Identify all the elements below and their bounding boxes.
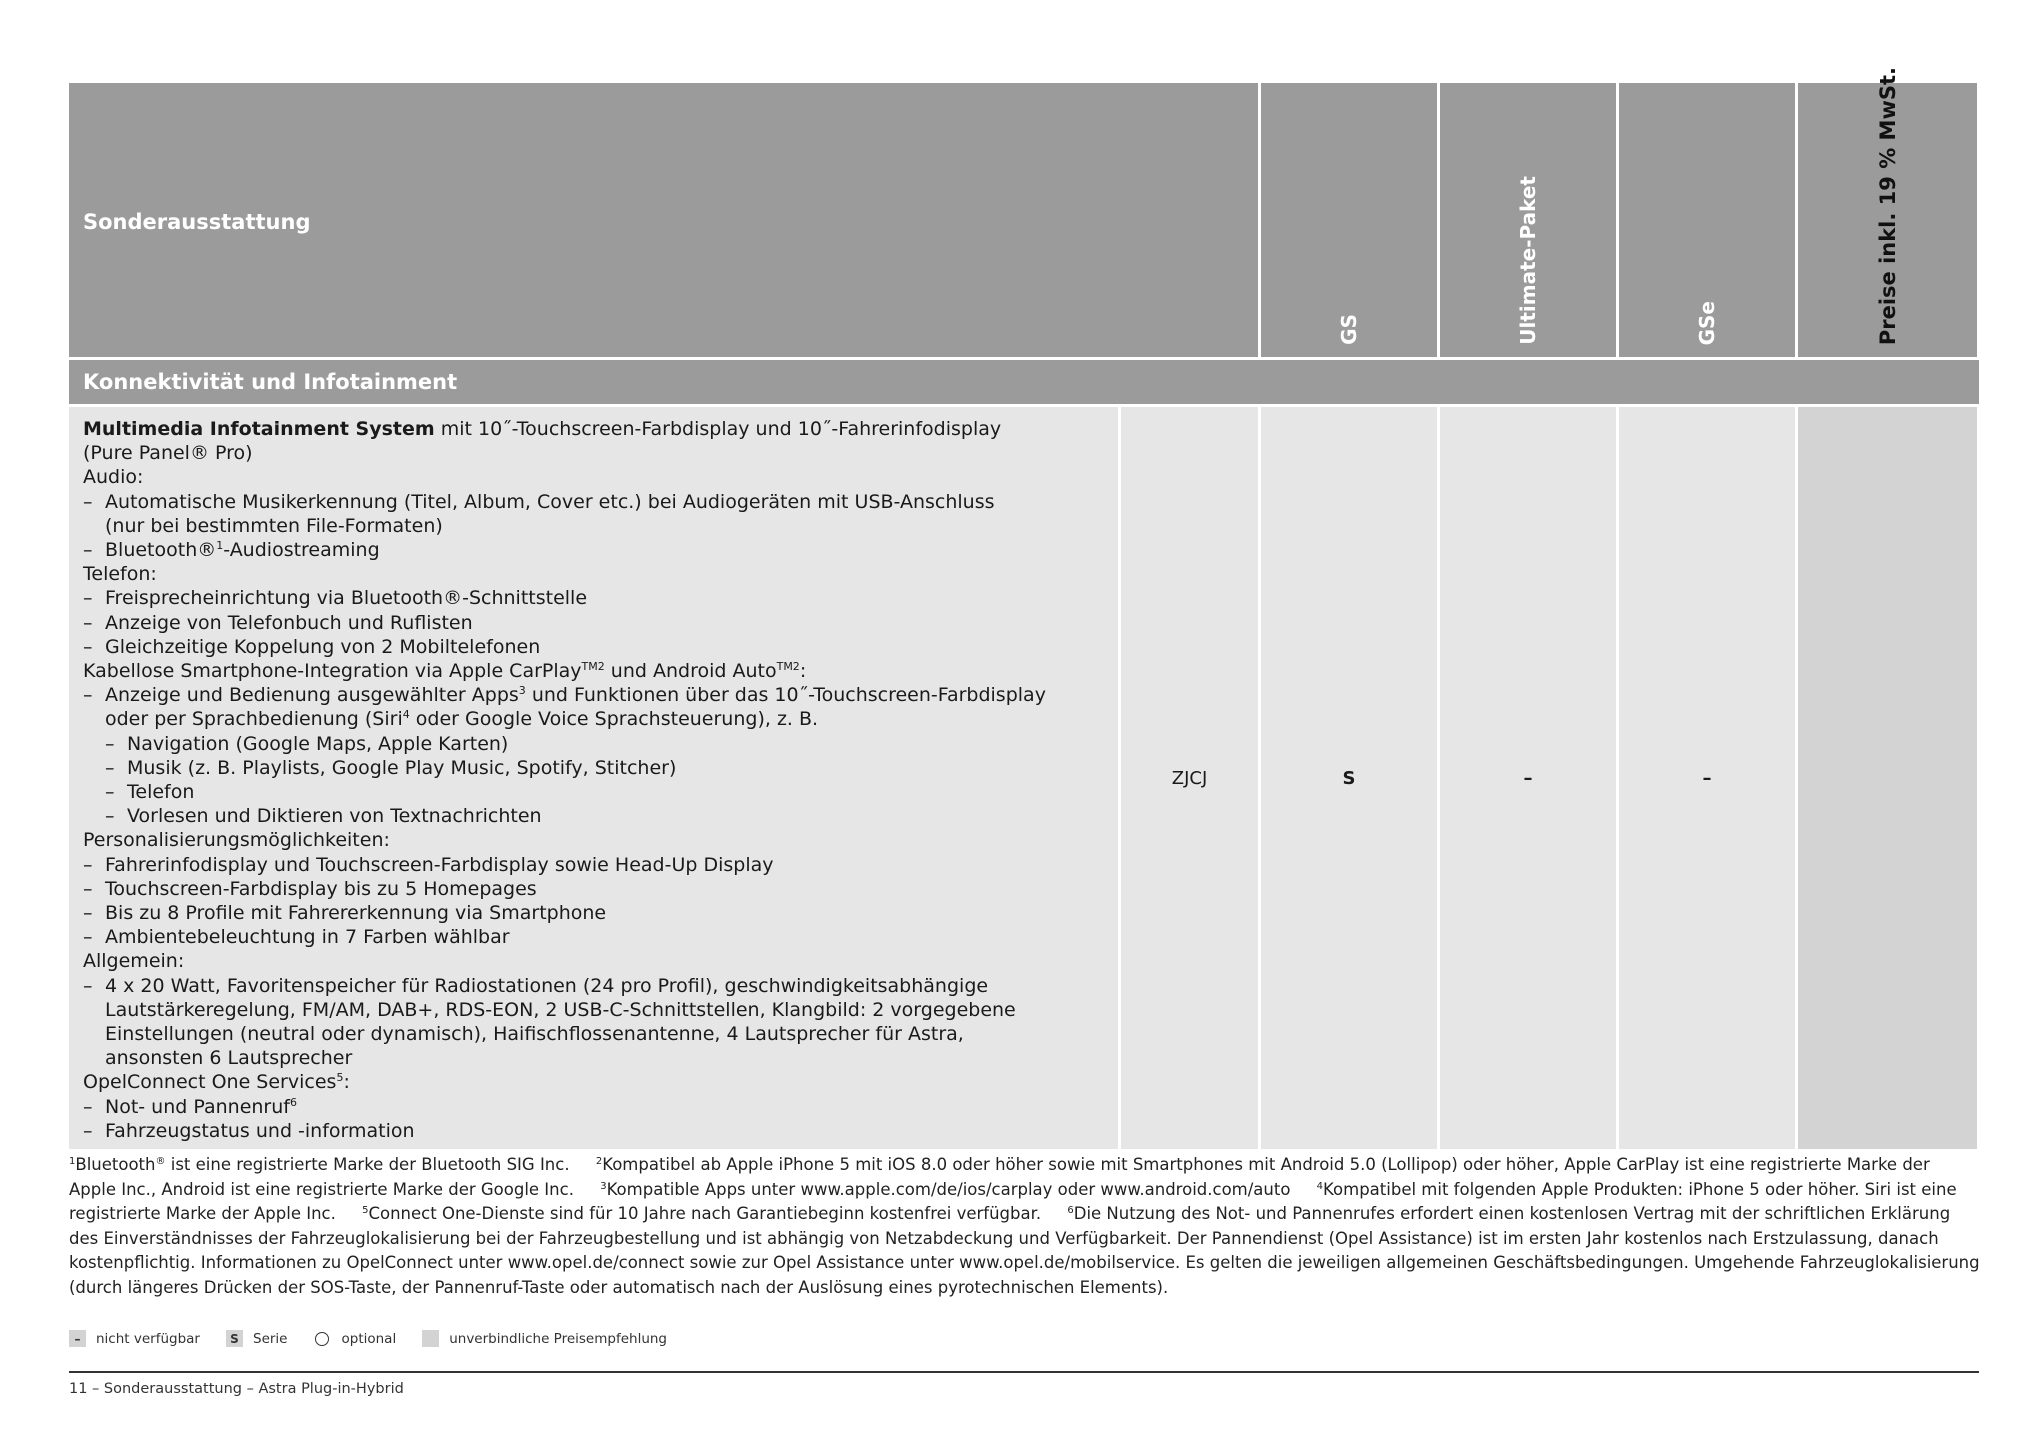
footnote-ref: TM2: [776, 660, 800, 674]
telefon-item-3: – Gleichzeitige Koppelung von 2 Mobiltelefonen: [83, 635, 1104, 659]
legend-not-available-label: nicht verfügbar: [96, 1330, 200, 1347]
header-col-price: [1798, 66, 1977, 357]
smartphone-heading-text: Kabellose Smartphone-Integration via Apple CarPlay: [83, 660, 582, 683]
footnote-ref: 4: [402, 708, 410, 722]
equipment-table: [69, 66, 1979, 1149]
legend-serie: [226, 1330, 287, 1347]
allgemein-item-1-cont-2: Einstellungen (neutral oder dynamisch), Haifischflossenantenne, 4 Lautsprecher für Astra,: [105, 1023, 964, 1046]
audio-item-2-text-end: -Audiostreaming: [223, 539, 380, 562]
registered-mark: ®: [155, 1156, 166, 1167]
price-swatch-icon: [422, 1330, 439, 1347]
telefon-item-2: – Anzeige von Telefonbuch und Ruflisten: [83, 611, 1104, 635]
smartphone-item-1-cont-end: oder Google Voice Sprachsteuerung), z. B.: [409, 708, 819, 731]
smartphone-sub-2: – Musik (z. B. Playlists, Google Play Music, Spotify, Stitcher): [83, 756, 1104, 780]
footer-divider: [69, 1371, 1979, 1373]
allgemein-item-1-cont-3: ansonsten 6 Lautsprecher: [105, 1047, 353, 1070]
smartphone-item-1-end: und Funktionen über das 10˝-Touchscreen-Farbdisplay: [525, 684, 1046, 707]
legend-optional: [313, 1331, 396, 1347]
footnote-ref: 3: [518, 684, 526, 698]
smartphone-item-1-cont-text: oder per Sprachbedienung (Siri: [105, 708, 403, 731]
item-title-line-2: (Pure Panel® Pro): [83, 442, 253, 465]
footnote-number: 1: [69, 1156, 76, 1167]
footnote-number: 4: [1316, 1180, 1324, 1192]
personalisierung-heading: Personalisierungsmöglichkeiten:: [83, 829, 390, 852]
smartphone-heading-end: :: [799, 660, 807, 683]
opelconnect-item-1: [83, 1095, 1104, 1119]
item-name: Multimedia Infotainment System: [83, 418, 435, 440]
legend-optional-label: optional: [341, 1330, 397, 1347]
footnote-1-rest: ist eine registrierte Marke der Bluetooth SIG Inc.: [165, 1155, 570, 1174]
footnote-ref: 5: [336, 1071, 344, 1085]
table-header: [69, 66, 1979, 357]
audio-item-1-cont: (nur bei bestimmten File-Formaten): [105, 514, 443, 537]
value-ultimate: –: [1440, 407, 1619, 1149]
footnote-4: Kompatibel mit folgenden Apple Produkten: iPhone 5 oder höher. Siri ist eine registrierte Marke der Apple Inc.: [69, 1179, 1957, 1223]
smartphone-item-1-cont: [83, 707, 1104, 731]
footnote-2: Kompatibel ab Apple iPhone 5 mit iOS 8.0 oder höher sowie mit Smartphones mit Android 5.0 (Lollipop) oder höher, Apple CarPlay ist eine registrierte Marke der Apple Inc., Android ist eine registrierte Marke der Google Inc.: [69, 1155, 1930, 1199]
smartphone-item-1-text: Anzeige und Bedienung ausgewählter Apps: [105, 684, 519, 707]
smartphone-sub-4: – Vorlesen und Diktieren von Textnachrichten: [83, 804, 1104, 828]
circle-icon: [315, 1332, 329, 1346]
opelconnect-heading: [83, 1070, 1104, 1094]
opelconnect-heading-end: :: [343, 1071, 350, 1094]
telefon-heading: Telefon:: [83, 563, 157, 586]
section-header: [69, 360, 1979, 404]
item-description: [69, 407, 1121, 1149]
section-title: Konnektivität und Infotainment: [83, 370, 458, 394]
serie-symbol: S: [226, 1330, 243, 1347]
header-col-ultimate: [1440, 83, 1619, 357]
opelconnect-item-2: – Fahrzeugstatus und -information: [83, 1119, 1104, 1143]
footnote-1: Bluetooth: [75, 1155, 156, 1174]
footnote-number: 3: [600, 1180, 607, 1192]
smartphone-heading-mid: und Android Auto: [604, 660, 777, 683]
footnote-6: Die Nutzung des Not- und Pannenrufes erfordert einen kostenlosen Vertrag mit der schriftlichen Erklärung des Einverständnisses der Fahrzeuglokalisierung bei der Fahrzeugbestellung und ist abhängig von Netzabdeckung und Verfügbarkeit. Der Pannendienst (Opel Assistance) ist im ersten Jahr kostenlos nach Erstzulassung, danach kostenpflichtig. Informationen zu OpelConnect unter www.opel.de/connect sowie zur Opel Assistance unter www.opel.de/mobilservice. Es gelten die jeweiligen allgemeinen Geschäftsbedingungen. Umgehende Fahrzeuglokalisierung (durch längeres Drücken der SOS-Taste, der Pannenruf-Taste oder automatisch nach der Auslösung eines pyrotechnischen Elements).: [69, 1204, 1980, 1297]
audio-item-2: [83, 538, 1104, 562]
personalisierung-item-4: – Ambientebeleuchtung in 7 Farben wählbar: [83, 925, 1104, 949]
col-gs-label: GS: [1337, 314, 1361, 345]
personalisierung-item-2: – Touchscreen-Farbdisplay bis zu 5 Homepages: [83, 877, 1104, 901]
allgemein-item-1: – 4 x 20 Watt, Favoritenspeicher für Radiostationen (24 pro Profil), geschwindigkeitsabhängige: [83, 974, 1104, 998]
footnotes: [69, 1153, 1981, 1300]
table-row: [69, 407, 1979, 1149]
legend-price-label: unverbindliche Preisempfehlung: [449, 1330, 668, 1347]
smartphone-heading: [83, 659, 1104, 683]
header-title-cell: [69, 83, 1261, 357]
footnote-ref: 6: [289, 1095, 297, 1109]
footnote-number: 6: [1067, 1205, 1074, 1216]
header-col-gs: [1261, 83, 1440, 357]
smartphone-sub-1: – Navigation (Google Maps, Apple Karten): [83, 732, 1104, 756]
value-price: [1798, 407, 1977, 1149]
item-name-rest: mit 10˝-Touchscreen-Farbdisplay und 10˝-Fahrerinfodisplay: [434, 418, 1002, 440]
personalisierung-item-1: – Fahrerinfodisplay und Touchscreen-Farbdisplay sowie Head-Up Display: [83, 853, 1104, 877]
telefon-item-1: – Freisprecheinrichtung via Bluetooth®-Schnittstelle: [83, 586, 1104, 610]
audio-heading: Audio:: [83, 466, 144, 489]
smartphone-sub-3: – Telefon: [83, 780, 1104, 804]
footnote-number: 5: [362, 1205, 369, 1216]
allgemein-heading: Allgemein:: [83, 950, 185, 973]
table-title: Sonderausstattung: [83, 210, 311, 234]
col-price-label: Preise inkl. 19 % MwSt.: [1875, 66, 1900, 345]
header-col-gse: [1619, 83, 1798, 357]
footnote-5: Connect One-Dienste sind für 10 Jahre nach Garantiebeginn kostenfrei verfügbar.: [368, 1204, 1042, 1223]
item-title-line: [83, 417, 1104, 441]
col-ultimate-label: Ultimate-Paket: [1516, 176, 1540, 345]
page-footer: 11 – Sonderausstattung – Astra Plug-in-Hybrid: [69, 1381, 404, 1397]
option-code: ZJCJ: [1121, 407, 1261, 1149]
footnote-ref: TM2: [581, 660, 605, 674]
footnote-3: Kompatible Apps unter www.apple.com/de/ios/carplay oder www.android.com/auto: [606, 1179, 1291, 1199]
legend-serie-label: Serie: [253, 1330, 288, 1347]
dash-symbol: –: [69, 1330, 86, 1347]
value-gse: –: [1619, 407, 1798, 1149]
col-gse-label: GSe: [1695, 300, 1719, 345]
opelconnect-item-1-text: Not- und Pannenruf: [105, 1095, 290, 1118]
legend-not-available: [69, 1330, 200, 1347]
opelconnect-heading-text: OpelConnect One Services: [83, 1071, 337, 1094]
value-gs: S: [1261, 407, 1440, 1149]
smartphone-item-1: [83, 683, 1104, 707]
footnote-ref: 1: [216, 539, 224, 553]
allgemein-item-1-cont-1: Lautstärkeregelung, FM/AM, DAB+, RDS-EON, 2 USB-C-Schnittstellen, Klangbild: 2 vorgegebene: [105, 998, 1016, 1021]
legend-price: [422, 1330, 667, 1347]
audio-item-2-text: Bluetooth®: [105, 539, 217, 562]
audio-item-1: – Automatische Musikerkennung (Titel, Album, Cover etc.) bei Audiogeräten mit USB-Anschluss: [83, 490, 1104, 514]
legend: [69, 1330, 693, 1347]
footnote-number: 2: [595, 1156, 603, 1167]
personalisierung-item-3: – Bis zu 8 Profile mit Fahrererkennung via Smartphone: [83, 901, 1104, 925]
